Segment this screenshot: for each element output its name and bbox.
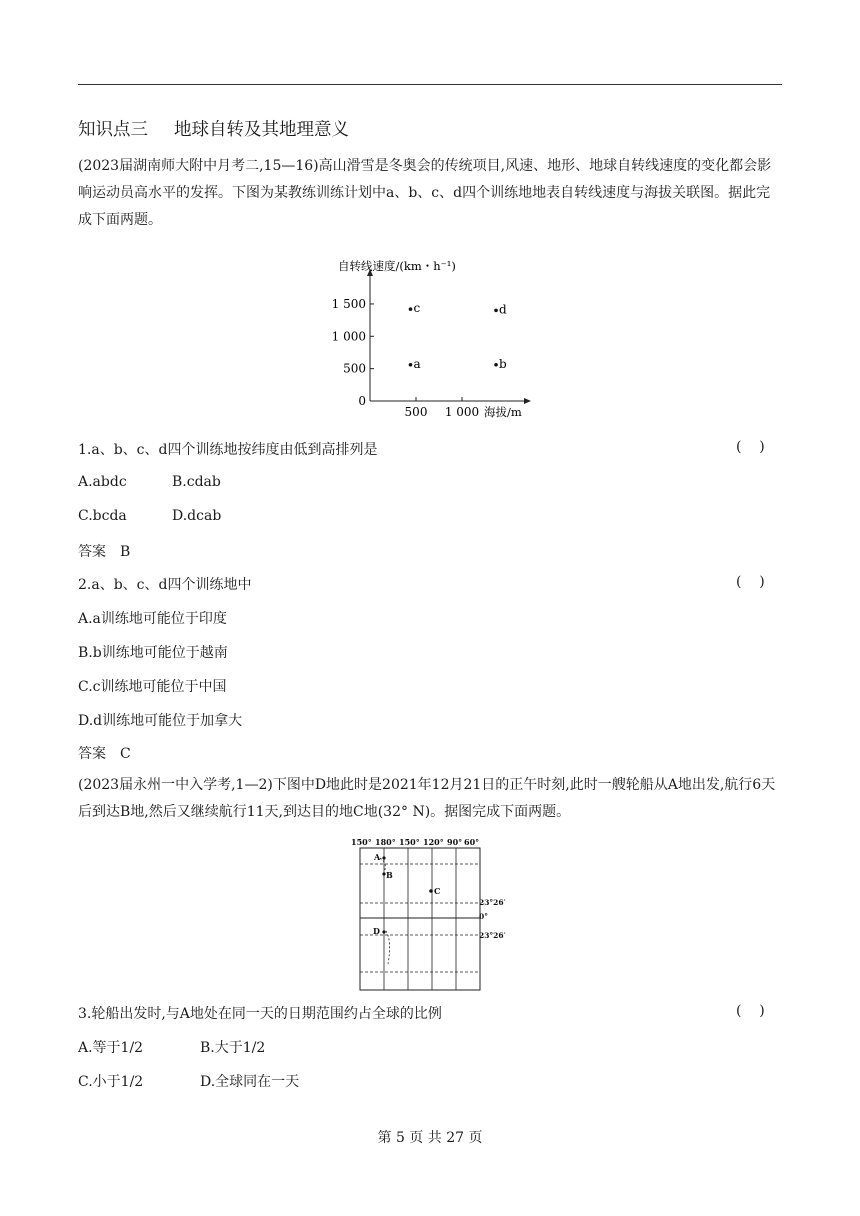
scatter-chart [310,250,550,430]
q1-option-b: B.cdab [172,474,221,490]
lat-label-equator: 0° [479,912,488,921]
lon-label-150w: 150° [351,837,372,847]
x-tick-label: 500 [404,405,428,419]
intro-paragraph-1: (2023届湖南师大附中月考二,15—16)高山滑雪是冬奥会的传统项目,风速、地形、地球自转线速度的变化都会影响运动员高水平的发挥。下图为某教练训练计划中a、b、c、d四个训练地地表自转线速度与海拔关联图。据此完成下面两题。 [78,158,772,228]
q3-option-a: A.等于1/2 [78,1040,144,1056]
point-d [494,309,498,313]
point-d [382,930,385,933]
lon-label-180: 180° [375,837,396,847]
point-label-a: a [413,356,421,371]
route-map [348,836,506,994]
q2-answer [78,743,131,763]
map-frame [360,848,480,990]
lon-label-150e: 150° [399,837,420,847]
page-footer: 第 5 页 共 27 页 [377,1130,483,1146]
lon-label-60e: 60° [464,837,480,847]
intro-paragraph-2: (2023届永州一中入学考,1—2)下图中D地此时是2021年12月21日的正午时刻,此时一艘轮船从A地出发,航行6天后到达B地,然后又继续航行11天,到达目的地C地(32° N)。据图完成下面两题。 [78,777,776,820]
point-label-c: c [413,301,421,316]
answer-value: C [120,746,131,762]
q3-stem: 3.轮船出发时,与A地处在同一天的日期范围约占全球的比例 [78,1006,442,1022]
point-c [429,889,433,893]
q3-answer-blank: ( ) [736,1003,765,1019]
q2-stem: 2.a、b、c、d四个训练地中 [78,577,252,593]
q3-option-c: C.小于1/2 [78,1074,144,1090]
x-tick-label: 1 000 [444,405,480,419]
q2-option-a: A.a训练地可能位于印度 [78,611,227,627]
lat-label-tropic-s: 23°26′ [479,931,506,940]
q1-option-d: D.dcab [172,508,222,524]
q2-option-c: C.c训练地可能位于中国 [78,679,227,695]
point-c-label: C [434,886,441,896]
y-tick-label: 1 000 [331,329,366,344]
section-heading [78,116,349,141]
point-b-label: B [386,870,393,880]
section-topic: 地球自转及其地理意义 [174,120,349,140]
answer-label: 答案 [78,544,106,560]
route-d [386,931,390,964]
route-a-to-b [380,858,385,872]
point-label-d: d [499,302,507,317]
y-axis-label: 自转线速度/(km・h⁻¹) [338,259,456,273]
answer-label: 答案 [78,746,106,762]
lat-label-tropic-n: 23°26′ [479,898,506,907]
point-label-b: b [499,356,507,371]
answer-value: B [120,544,131,560]
q1-answer [78,541,130,561]
point-c [409,307,413,311]
y-tick-label: 500 [343,361,366,376]
q3-option-d: D.全球同在一天 [200,1074,300,1090]
q2-option-b: B.b训练地可能位于越南 [78,645,228,661]
lon-label-120e: 120° [423,837,444,847]
q1-stem: 1.a、b、c、d四个训练地按纬度由低到高排列是 [78,442,378,458]
q2-answer-blank: ( ) [736,574,765,590]
q3-option-b: B.大于1/2 [200,1040,266,1056]
q1-option-a: A.abdc [78,474,127,490]
point-a [382,856,385,859]
point-a [409,363,413,367]
point-d-label: D [373,926,380,936]
point-b [494,363,498,367]
q2-option-d: D.d训练地可能位于加拿大 [78,713,243,729]
header-rule [78,84,782,85]
q1-answer-blank: ( ) [736,439,765,455]
lon-label-90e: 90° [447,837,463,847]
q1-option-c: C.bcda [78,508,127,524]
point-a-label: A [374,852,381,862]
y-tick-label: 1 500 [331,296,366,311]
x-axis-label: 海拔/m [484,405,522,419]
y-tick-label: 0 [358,394,366,408]
section-label: 知识点三 [78,120,148,140]
